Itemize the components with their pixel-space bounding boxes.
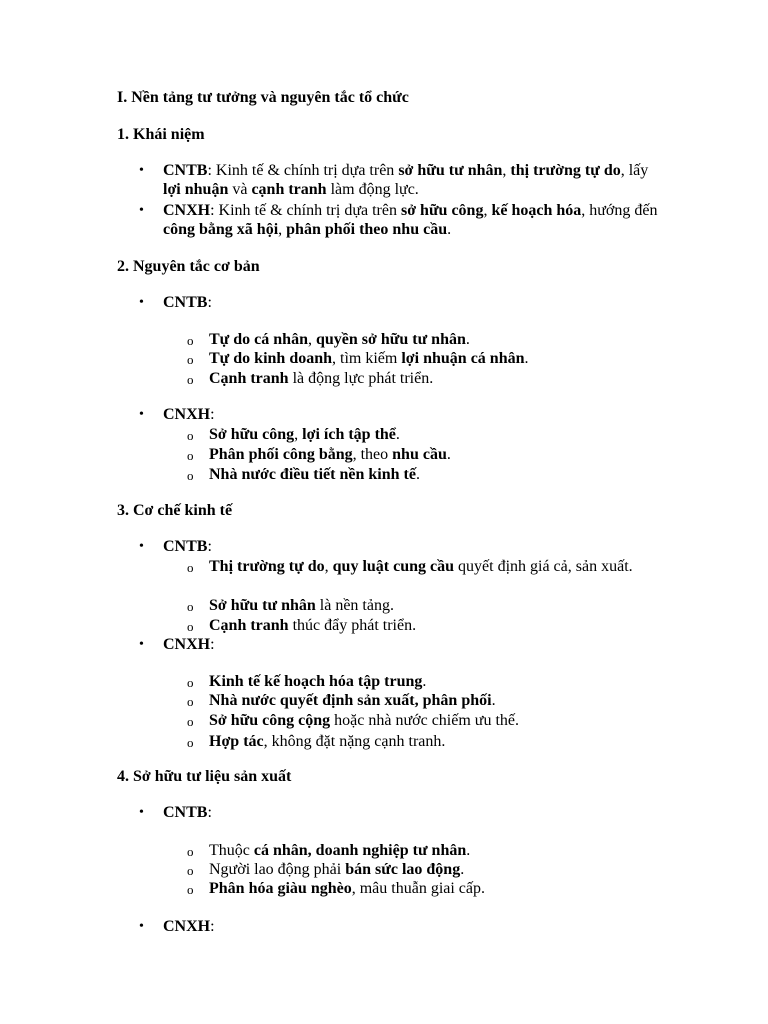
sub-bullet-marker: o	[187, 560, 194, 575]
sub-list-item	[187, 557, 664, 576]
sub-list-item	[187, 349, 664, 368]
sub-list-item	[187, 841, 664, 860]
list-item-text: Thị trường tự do, quy luật cung cầu quyết định giá cả, sản xuất.	[209, 558, 633, 575]
list-item-text: Sở hữu công, lợi ích tập thể.	[209, 426, 400, 443]
list-item	[139, 537, 663, 556]
bullet-marker: •	[139, 407, 144, 422]
sub-list-item	[187, 616, 664, 635]
heading-nguyen-tac: 2. Nguyên tắc cơ bản	[117, 258, 260, 275]
sub-bullet-marker: o	[187, 714, 194, 729]
sub-bullet-marker: o	[187, 448, 194, 463]
sub-bullet-marker: o	[187, 372, 194, 387]
sub-list-item	[187, 445, 664, 464]
sub-bullet-marker: o	[187, 735, 194, 750]
list-item-text: Người lao động phải bán sức lao động.	[209, 861, 465, 878]
sub-bullet-marker: o	[187, 333, 194, 348]
list-item-text: Tự do kinh doanh, tìm kiếm lợi nhuận cá nhân.	[209, 350, 529, 367]
sub-list-item	[187, 879, 664, 898]
sub-list-item	[187, 711, 664, 730]
list-item-text: CNTB: Kinh tế & chính trị dựa trên sở hữu tư nhân, thị trường tự do, lấy lợi nhuận và cạnh tranh làm động lực.	[163, 162, 649, 198]
list-item-text: Tự do cá nhân, quyền sở hữu tư nhân.	[209, 331, 470, 348]
list-item	[139, 405, 663, 424]
sub-bullet-marker: o	[187, 428, 194, 443]
section-title: I. Nền tảng tư tưởng và nguyên tắc tổ chức	[117, 89, 409, 106]
list-item-text: Hợp tác, không đặt nặng cạnh tranh.	[209, 733, 446, 750]
list-item-text: CNTB:	[163, 294, 212, 311]
sub-list-item	[187, 860, 664, 879]
list-item-text: CNXH:	[163, 406, 215, 423]
list-item-text: Cạnh tranh thúc đẩy phát triển.	[209, 617, 417, 634]
sub-bullet-marker: o	[187, 694, 194, 709]
sub-list-item	[187, 672, 664, 691]
list-item-text: Phân phối công bằng, theo nhu cầu.	[209, 446, 451, 463]
sub-list-item	[187, 330, 664, 349]
heading-so-huu: 4. Sở hữu tư liệu sản xuất	[117, 768, 292, 785]
list-item	[139, 293, 663, 312]
list-item	[139, 803, 663, 822]
bullet-marker: •	[139, 163, 144, 178]
sub-bullet-marker: o	[187, 599, 194, 614]
bullet-marker: •	[139, 919, 144, 934]
sub-list-item	[187, 425, 664, 444]
list-item-text: Phân hóa giàu nghèo, mâu thuẫn giai cấp.	[209, 880, 486, 897]
sub-bullet-marker: o	[187, 675, 194, 690]
list-item-text: CNXH:	[163, 918, 215, 935]
list-item-text: CNTB:	[163, 538, 212, 555]
sub-list-item	[187, 369, 664, 388]
list-item-text: Sở hữu công cộng hoặc nhà nước chiếm ưu thế.	[209, 712, 520, 729]
sub-bullet-marker: o	[187, 352, 194, 367]
sub-bullet-marker: o	[187, 844, 194, 859]
bullet-marker: •	[139, 539, 144, 554]
list-item	[139, 635, 663, 654]
sub-list-item	[187, 691, 664, 710]
list-item-text: Sở hữu tư nhân là nền tảng.	[209, 597, 394, 614]
list-item-text: Nhà nước điều tiết nền kinh tế.	[209, 466, 420, 483]
sub-list-item	[187, 732, 664, 751]
list-item-text: CNTB:	[163, 804, 212, 821]
list-item-text: Kinh tế kế hoạch hóa tập trung.	[209, 673, 427, 690]
heading-co-che-kinh-te: 3. Cơ chế kinh tế	[117, 502, 233, 519]
sub-bullet-marker: o	[187, 882, 194, 897]
bullet-marker: •	[139, 637, 144, 652]
bullet-marker: •	[139, 203, 144, 218]
sub-bullet-marker: o	[187, 863, 194, 878]
list-item-text: Nhà nước quyết định sản xuất, phân phối.	[209, 692, 496, 709]
list-item-text: Cạnh tranh là động lực phát triển.	[209, 370, 434, 387]
sub-bullet-marker: o	[187, 619, 194, 634]
bullet-marker: •	[139, 295, 144, 310]
list-item-text: Thuộc cá nhân, doanh nghiệp tư nhân.	[209, 842, 471, 859]
sub-list-item	[187, 465, 664, 484]
sub-list-item	[187, 596, 664, 615]
list-item-text: CNXH:	[163, 636, 215, 653]
sub-bullet-marker: o	[187, 468, 194, 483]
heading-khai-niem: 1. Khái niệm	[117, 126, 205, 143]
bullet-marker: •	[139, 805, 144, 820]
list-item	[139, 917, 663, 936]
list-item	[139, 161, 663, 199]
list-item-text: CNXH: Kinh tế & chính trị dựa trên sở hữu công, kế hoạch hóa, hướng đến công bằng xã hội, phân phối theo nhu cầu.	[163, 202, 658, 238]
list-item	[139, 201, 663, 239]
